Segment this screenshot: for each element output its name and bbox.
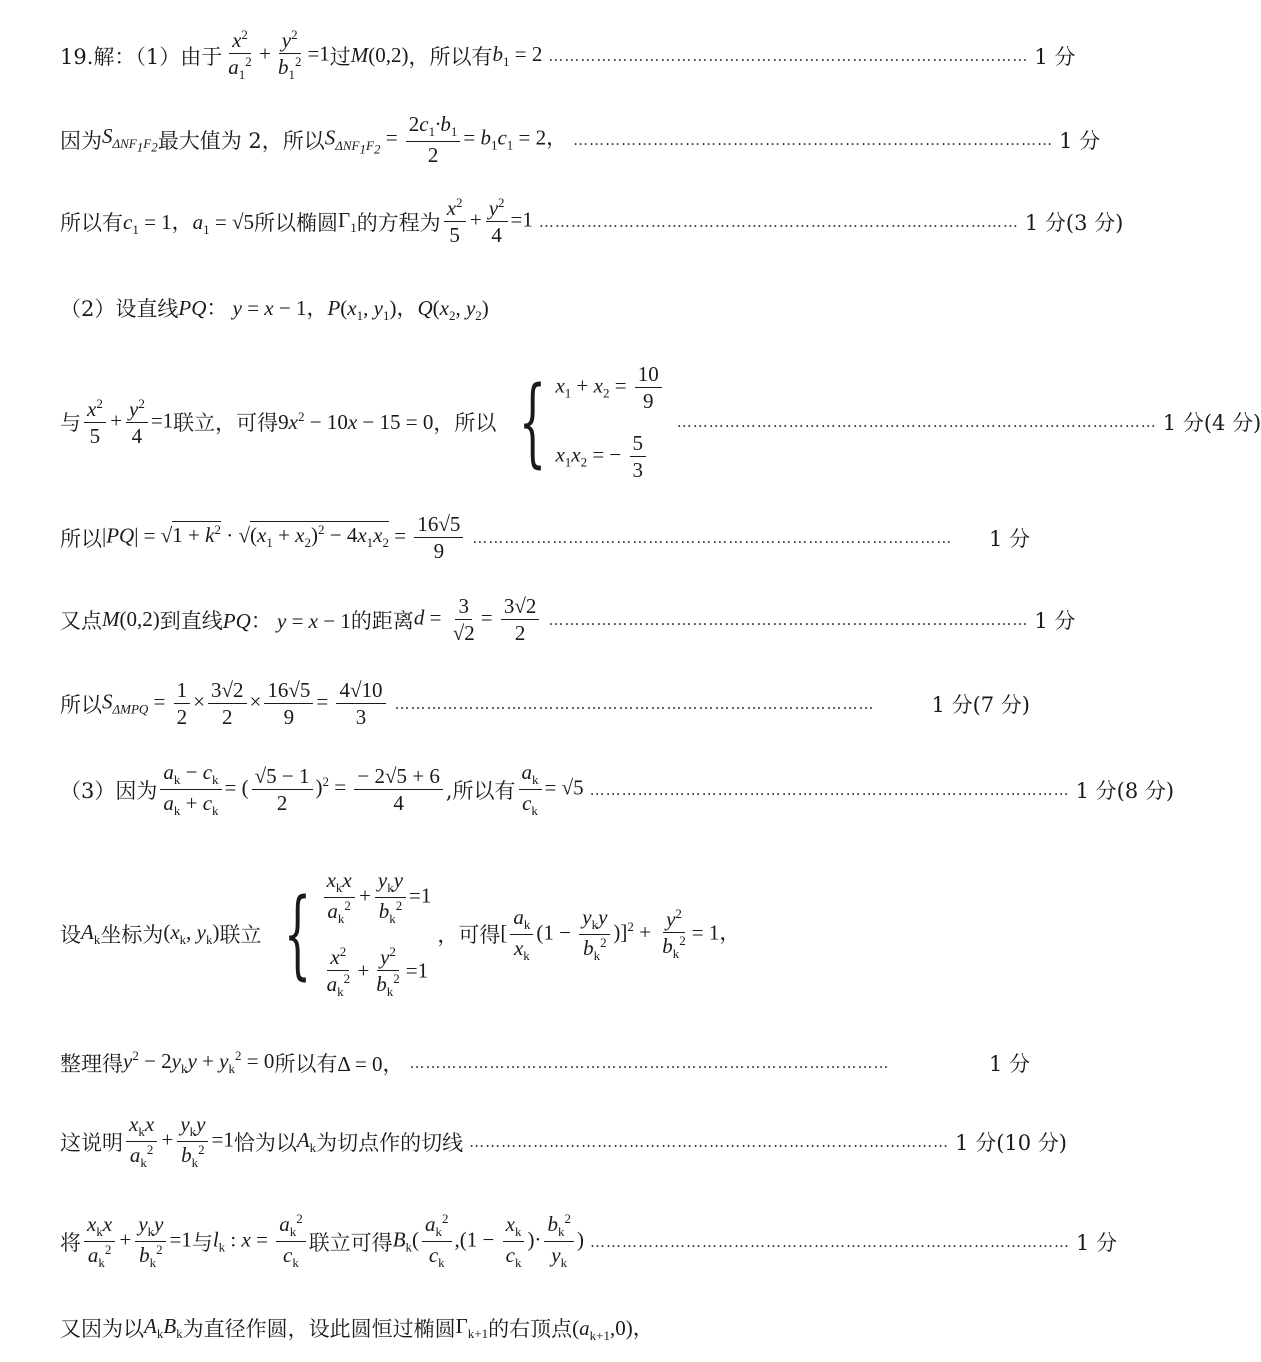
line-5-mid2: ，所以 <box>433 411 497 436</box>
formula: $B_k$( $\frac{a_k^2}{c_k}$ ,(1 − $\frac{x_k}{c_k}$ )· $\frac{b_k^2}{y_k}$ ) <box>392 1211 584 1271</box>
equation-system: { $x_1 + x_2$ = $\frac{10}{9}$ $x_1x_2$ = − $\frac{5}{3}$ <box>502 362 664 483</box>
dots: ……………………………………………………………………………… <box>469 1132 950 1151</box>
line-2 <box>60 112 1101 168</box>
line-3-text: 所以有 <box>60 210 123 235</box>
dots: ……………………………………………………………………………… <box>676 413 1157 432</box>
line-4-text: （2）设直线 <box>60 297 179 322</box>
formula: $9x^2 - 10x - 15 = 0$ <box>278 409 434 435</box>
line-10-mid2: 联立 <box>219 923 262 948</box>
line-11-text: 整理得 <box>60 1052 123 1076</box>
line-14-text: 又因为以 <box>60 1317 144 1342</box>
line-5 <box>60 362 1261 483</box>
dots: ……………………………………………………………………………… <box>573 130 1054 149</box>
line-1-mid2: ，所以有 <box>408 44 493 69</box>
line-10-mid3: ，可得 <box>437 923 501 948</box>
line-14 <box>60 1312 1030 1344</box>
score: 1 分 <box>988 526 1030 551</box>
equation-system: { $\frac{x_kx}{a_k^2}$ + $\frac{y_ky}{b_k^2}$ =1 $\frac{x^2}{a_k^2}$ + $\frac{y^2}{b_k^2}$ =1 <box>284 868 432 1000</box>
formula: ($x_k$, $y_k$) <box>163 920 220 948</box>
line-1-mid: 过 <box>329 44 351 69</box>
formula: M(0,2) <box>350 43 409 68</box>
line-9-mid: ,所以有 <box>445 778 516 803</box>
formula: $\frac{a_k}{c_k}$ = √5 <box>516 760 584 819</box>
score: 1 分(10 分) <box>955 1130 1067 1155</box>
line-5-text: 与 <box>60 411 81 436</box>
score: 1 分 <box>1034 608 1076 633</box>
dots: ……………………………………………………………………………… <box>394 694 875 713</box>
formula: $A_k$ <box>296 1127 317 1155</box>
line-7 <box>60 594 1076 646</box>
score: 1 分(8 分) <box>1075 778 1175 803</box>
score: 1 分(7 分) <box>931 692 1030 717</box>
line-11-mid: 所以有 <box>274 1052 338 1076</box>
formula: $\Gamma_{k+1}$ <box>455 1314 489 1342</box>
line-9 <box>60 760 1175 819</box>
line-9-text: （3）因为 <box>60 778 158 803</box>
line-1 <box>60 27 1076 83</box>
formula: PQ： y = x − 1 <box>222 608 351 633</box>
dots: ……………………………………………………………………………… <box>472 528 953 547</box>
line-14-mid: 为直径作圆，设此圆恒过椭圆 <box>182 1317 456 1342</box>
line-4 <box>60 292 1030 324</box>
dots: ……………………………………………………………………………… <box>589 1232 1070 1251</box>
formula: PQ： y = x − 1，$P(x_1$, $y_1$)，$Q(x_2$, $y_2$) <box>178 296 489 324</box>
line-3 <box>60 195 1124 248</box>
line-10 <box>60 868 1030 1001</box>
dots: ……………………………………………………………………………… <box>409 1054 890 1072</box>
line-6-text: 所以 <box>60 526 102 551</box>
formula: $(a_{k+1},0)$， <box>572 1316 654 1344</box>
dots: ……………………………………………………………………………… <box>589 780 1070 799</box>
formula: $y^2 - 2y_ky + y_k^2 = 0$ <box>123 1048 275 1077</box>
line-14-mid2: 的右顶点 <box>488 1317 573 1342</box>
line-11 <box>60 1048 1030 1078</box>
formula: M(0,2) <box>102 607 160 632</box>
formula: [ $\frac{a_k}{x_k}$ (1 − $\frac{y_ky}{b_k^2}$ )]$^2$ + $\frac{y^2}{b_k^2}$ = 1， <box>500 904 741 963</box>
line-7-mid2: 的距离 <box>350 608 414 633</box>
formula: $A_k$ <box>81 920 101 948</box>
line-5-mid: 联立，可得 <box>173 411 279 436</box>
formula: $A_kB_k$ <box>144 1314 183 1342</box>
line-13-mid: 与 <box>191 1230 213 1255</box>
line-13 <box>60 1211 1117 1271</box>
line-7-mid: 到直线 <box>159 608 223 633</box>
formula: $\Gamma_1$ <box>338 207 357 235</box>
line-12-mid2: 为切点作的切线 <box>316 1130 464 1155</box>
score: 1 分(3 分) <box>1024 210 1124 235</box>
line-1-text: 19.解：（1）由于 <box>60 44 223 69</box>
dots: ……………………………………………………………………………… <box>538 212 1019 231</box>
line-13-mid2: 联立可得 <box>308 1230 393 1255</box>
score: 1 分 <box>1034 44 1076 69</box>
line-12 <box>60 1112 1067 1171</box>
formula: $S_{\Delta MPQ}$ = $\frac{1}{2}$ × $\frac{3√2}{2}$ × $\frac{16√5}{9}$ = $\frac{4√10}{3}$ <box>102 678 389 729</box>
formula: $c_1 = 1$，$a_1 = √5$ <box>123 209 255 237</box>
line-12-text: 这说明 <box>60 1130 123 1155</box>
formula: d = $\frac{3}{√2}$ = $\frac{3√2}{2}$ <box>414 594 543 645</box>
line-8 <box>60 678 1030 729</box>
line-12-mid: 恰为以 <box>233 1130 297 1155</box>
formula: $\frac{x^2}{5}$ + $\frac{y^2}{4}$ =1 <box>81 397 173 448</box>
formula: $\frac{x^2}{a_1^2}$ + $\frac{y^2}{b_1^2}$ =1 <box>228 27 330 83</box>
line-3-mid2: 的方程为 <box>356 210 441 235</box>
formula: $l_k$ : x = $\frac{a_k^2}{c_k}$ <box>213 1212 309 1271</box>
formula: $|PQ| = √1 + k^2 \cdot √(x_1 + x_2)^2 - 4x_1x_2$ = $\frac{16√5}{9}$ <box>102 512 466 563</box>
formula: $\frac{x_kx}{a_k^2}$ + $\frac{y_ky}{b_k^2}$ =1 <box>123 1112 234 1171</box>
dots: ……………………………………………………………………………… <box>548 46 1029 65</box>
line-3-mid: 所以椭圆 <box>254 210 339 235</box>
dots: ……………………………………………………………………………… <box>548 610 1029 629</box>
line-7-text: 又点 <box>60 608 102 633</box>
line-10-text: 设 <box>60 923 81 948</box>
formula: $S_{\Delta NF_1F_2}$ <box>102 123 158 155</box>
line-2-mid: 最大值为 2，所以 <box>157 128 325 153</box>
score: 1 分(4 分) <box>1162 411 1261 436</box>
formula: $\frac{a_k - c_k}{a_k + c_k}$ = ( $\frac{√5 - 1}{2}$ )$^2$ = $\frac{- 2√5 + 6}{4}$ <box>157 760 445 819</box>
score: 1 分 <box>1075 1230 1117 1255</box>
formula: $\frac{x^2}{5}$ + $\frac{y^2}{4}$ =1 <box>441 196 533 247</box>
formula: $S_{\Delta NF_1F_2}$ = $\frac{2c_1\cdot b_1}{2}$ = $b_1c_1 = 2$， <box>324 112 568 168</box>
line-8-text: 所以 <box>60 692 102 717</box>
formula: $b_1 = 2$ <box>492 41 543 69</box>
line-2-text: 因为 <box>60 128 102 153</box>
line-13-text: 将 <box>60 1230 81 1255</box>
score: 1 分 <box>988 1052 1030 1076</box>
score: 1 分 <box>1059 128 1101 153</box>
line-10-mid: 坐标为 <box>100 923 164 948</box>
formula: $\frac{x_kx}{a_k^2}$ + $\frac{y_ky}{b_k^2}$ =1 <box>81 1212 192 1271</box>
formula: Δ = 0， <box>337 1052 404 1076</box>
line-6 <box>60 512 1030 563</box>
